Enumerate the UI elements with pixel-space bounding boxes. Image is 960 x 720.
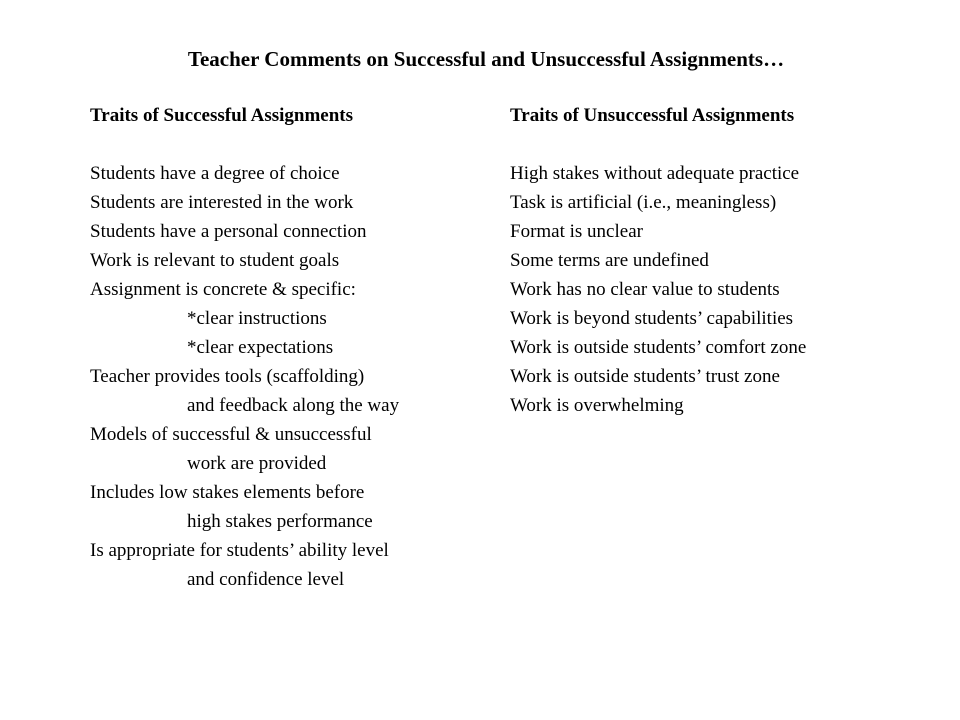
list-item: Work is outside students’ comfort zone <box>510 337 807 358</box>
successful-traits-column <box>90 101 490 594</box>
successful-traits-list <box>90 159 490 594</box>
list-item: Work has no clear value to students <box>510 279 780 300</box>
spacer <box>90 130 490 159</box>
list-item: Includes low stakes elements before <box>90 482 365 503</box>
list-item: high stakes performance <box>187 511 373 532</box>
list-item: Students have a degree of choice <box>90 163 340 184</box>
unsuccessful-traits-list <box>510 159 930 420</box>
unsuccessful-traits-heading: Traits of Unsuccessful Assignments <box>510 105 795 126</box>
list-item: Students have a personal connection <box>90 221 367 242</box>
list-item: Work is outside students’ trust zone <box>510 366 780 387</box>
list-item: Some terms are undefined <box>510 250 709 271</box>
successful-traits-heading: Traits of Successful Assignments <box>90 105 354 126</box>
list-item: Work is beyond students’ capabilities <box>510 308 794 329</box>
list-item: and feedback along the way <box>187 395 400 416</box>
list-item: Assignment is concrete & specific: <box>90 279 356 300</box>
list-item: *clear instructions <box>187 308 327 329</box>
slide-title: Teacher Comments on Successful and Unsuccessful Assignments… <box>187 47 785 71</box>
list-item: work are provided <box>187 453 327 474</box>
spacer <box>510 130 930 159</box>
list-item: High stakes without adequate practice <box>510 163 800 184</box>
list-item: *clear expectations <box>187 337 334 358</box>
list-item: Models of successful & unsuccessful <box>90 424 372 445</box>
unsuccessful-traits-column <box>510 101 930 420</box>
list-item: Work is overwhelming <box>510 395 684 416</box>
list-item: Task is artificial (i.e., meaningless) <box>510 192 777 213</box>
list-item: Students are interested in the work <box>90 192 354 213</box>
list-item: Teacher provides tools (scaffolding) <box>90 366 365 387</box>
list-item: and confidence level <box>187 569 345 590</box>
list-item: Is appropriate for students’ ability level <box>90 540 389 561</box>
list-item: Work is relevant to student goals <box>90 250 340 271</box>
list-item: Format is unclear <box>510 221 643 242</box>
